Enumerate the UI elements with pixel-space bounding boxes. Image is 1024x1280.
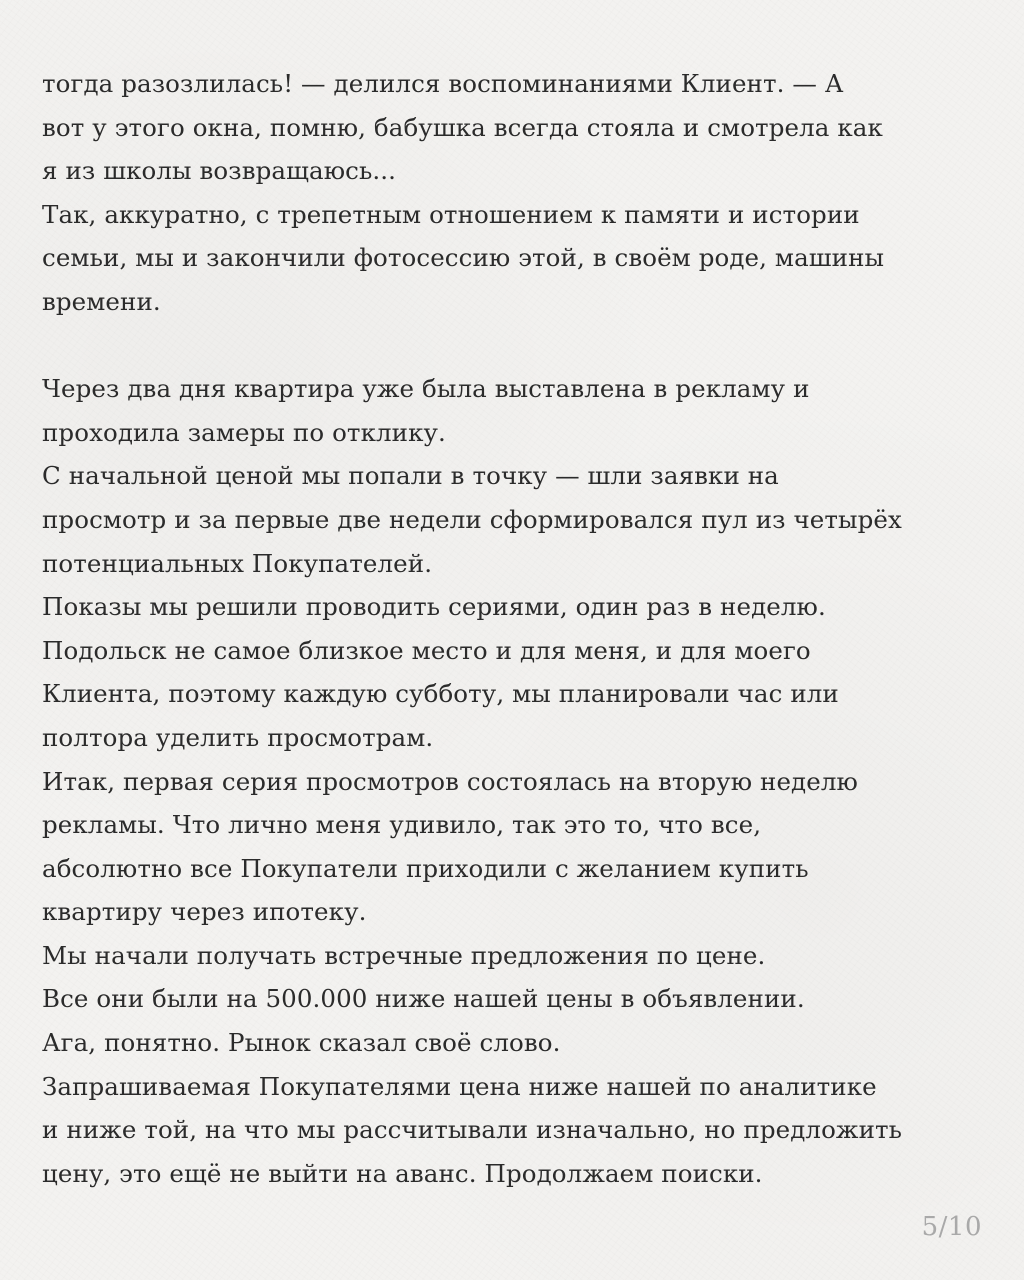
paragraph [42,454,992,585]
text-line: тогда разозлилась! — делился воспоминаниями Клиент. — А [42,69,844,98]
text-line: потенциальных Покупателей. [42,548,433,578]
text-line: Ага, понятно. Рынок сказал своё слово. [42,1028,561,1058]
text-line: и ниже той, на что мы рассчитывали изначально, но предложить [42,1115,903,1145]
text-line: Показы мы решили проводить сериями, один раз в неделю. [42,592,826,622]
page-number: 5/10 [921,1212,982,1242]
text-line: Так, аккуратно, с трепетным отношением к памяти и истории [42,199,860,229]
text-line: я из школы возвращаюсь... [42,156,397,186]
text-line: проходила замеры по отклику. [42,417,446,447]
text-line: Подольск не самое близкое место и для меня, и для моего [42,635,811,665]
text-line: Все они были на 500.000 ниже нашей цены в объявлении. [42,984,805,1014]
text-line: Мы начали получать встречные предложения по цене. [42,940,766,970]
paragraph [42,585,992,759]
text-line: времени. [42,286,161,316]
text-line: Клиента, поэтому каждую субботу, мы планировали час или [42,679,839,709]
text-line: рекламы. Что лично меня удивило, так это то, что все, [42,810,762,840]
text-line: абсолютно все Покупатели приходили с желанием купить [42,853,809,883]
text-line: просмотр и за первые две недели сформировался пул из четырёх [42,504,902,534]
text-line: С начальной ценой мы попали в точку — шли заявки на [42,461,779,491]
paragraph [42,367,992,454]
paragraph [42,1021,992,1065]
text-line: Запрашиваемая Покупателями цена ниже нашей по аналитике [42,1071,877,1101]
text-line: вот у этого окна, помню, бабушка всегда стояла и смотрела как [42,112,883,142]
paragraph [42,760,992,934]
paragraph [42,977,992,1021]
text-line: Итак, первая серия просмотров состоялась на вторую неделю [42,766,858,796]
paragraph [42,62,992,193]
paragraph [42,934,992,978]
paragraph [42,193,992,324]
text-line: семьи, мы и закончили фотосессию этой, в своём роде, машины [42,243,885,273]
text-line: квартиру через ипотеку. [42,897,367,927]
text-line: полтора уделить просмотрам. [42,722,434,752]
paragraph-gap [42,324,992,368]
paragraph [42,1065,992,1196]
text-line: цену, это ещё не выйти на аванс. Продолжаем поиски. [42,1158,763,1188]
document-body [42,62,992,1195]
text-line: Через два дня квартира уже была выставлена в рекламу и [42,374,810,404]
